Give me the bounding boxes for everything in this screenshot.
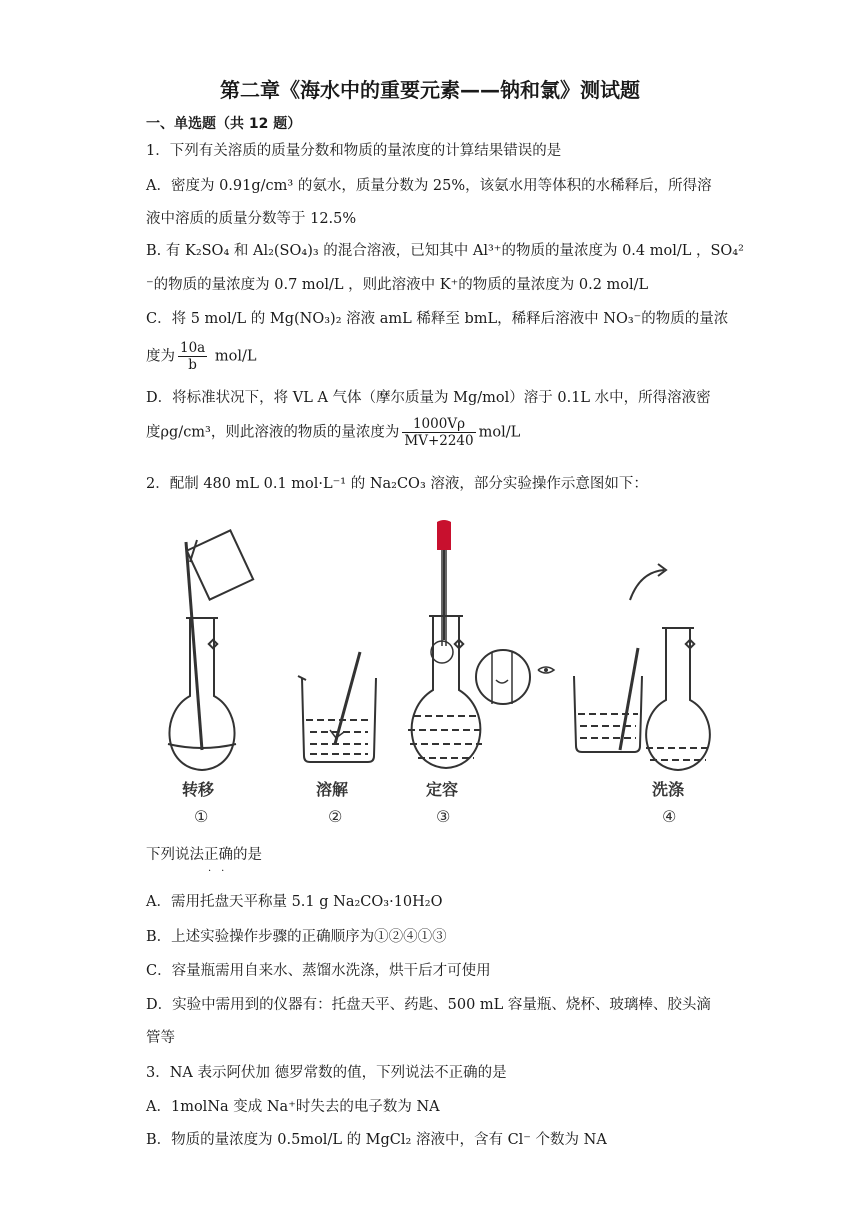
fraction-numerator: 1000Vρ	[402, 416, 475, 433]
q1-d-prefix: 度ρg/cm³，则此溶液的物质的量浓度为	[146, 424, 400, 441]
q2-option-d-line2: 管等	[146, 1030, 175, 1046]
q2-option-a: A．需用托盘天平称量 5.1 g Na₂CO₃·10H₂O	[146, 894, 443, 910]
q2-stem: 2．配制 480 mL 0.1 mol·L⁻¹ 的 Na₂CO₃ 溶液，部分实验操作示意图如下：	[146, 476, 648, 492]
q1-c-unit: mol/L	[214, 348, 257, 365]
q1-option-b-line2: ⁻的物质的量浓度为 0.7 mol/L ，则此溶液中 K⁺的物质的量浓度为 0.2 mol/L	[146, 277, 649, 293]
emphasis-dots: ··	[208, 866, 235, 877]
section-heading: 一、单选题（共 12 题）	[146, 116, 302, 132]
fraction-numerator: 10a	[180, 340, 206, 356]
fraction-denominator: b	[188, 357, 197, 374]
volumetric-flask-wash-icon	[630, 564, 710, 770]
q3-option-b: B．物质的量浓度为 0.5mol/L 的 MgCl₂ 溶液中，含有 Cl⁻ 个数为 NA	[146, 1132, 607, 1148]
fraction-denominator: MV+2240	[404, 433, 474, 450]
volumetric-flask-fill-icon	[408, 548, 554, 768]
dropper-icon	[437, 520, 451, 640]
q1-option-c-line2	[146, 340, 256, 373]
q1-option-c-line1: C．将 5 mol/L 的 Mg(NO₃)₂ 溶液 amL 稀释至 bmL，稀释后溶液中 NO₃⁻的物质的量浓	[146, 311, 729, 327]
q1-d-unit: mol/L	[478, 424, 521, 441]
q1-option-d-line2	[146, 416, 520, 449]
page-title: 第二章《海水中的重要元素——钠和氯》测试题	[220, 78, 640, 102]
volumetric-flask-transfer-icon	[168, 530, 253, 770]
q1-option-a-line2: 液中溶质的质量分数等于 12.5%	[146, 211, 357, 227]
q2-ask: 下列说法正确的是	[146, 847, 262, 863]
q3-stem: 3．NA 表示阿伏加 德罗常数的值，下列说法不正确的是	[146, 1065, 507, 1081]
beaker-wash-icon	[574, 648, 642, 752]
caption-fill: 定容	[426, 780, 459, 799]
beaker-dissolve-icon	[298, 652, 376, 762]
caption-dissolve: 溶解	[316, 780, 349, 799]
step-number-2: ②	[328, 807, 343, 826]
q1-stem: 1．下列有关溶质的质量分数和物质的量浓度的计算结果错误的是	[146, 143, 562, 159]
caption-transfer: 转移	[182, 780, 215, 799]
step-number-1: ①	[194, 807, 209, 826]
q1-option-d-line1: D．将标准状况下，将 VL A 气体（摩尔质量为 Mg/mol）溶于 0.1L 水中，所得溶液密	[146, 390, 711, 406]
q1-c-fraction	[178, 340, 207, 373]
q1-d-fraction	[402, 416, 475, 449]
step-number-3: ③	[436, 807, 451, 826]
q3-option-a: A．1molNa 变成 Na⁺时失去的电子数为 NA	[146, 1099, 440, 1115]
q1-c-prefix: 度为	[146, 348, 175, 365]
caption-wash: 洗涤	[652, 780, 685, 799]
q2-option-c: C．容量瓶需用自来水、蒸馏水洗涤，烘干后才可使用	[146, 963, 491, 979]
q2-option-b: B．上述实验操作步骤的正确顺序为①②④①③	[146, 929, 447, 945]
q2-option-d-line1: D．实验中需用到的仪器有：托盘天平、药匙、500 mL 容量瓶、烧杯、玻璃棒、胶头滴	[146, 997, 711, 1013]
lab-procedure-figure	[150, 520, 720, 830]
q1-option-a-line1: A．密度为 0.91g/cm³ 的氨水，质量分数为 25%，该氨水用等体积的水稀释后，所得溶	[146, 178, 712, 194]
q1-option-b-line1: B. 有 K₂SO₄ 和 Al₂(SO₄)₃ 的混合溶液，已知其中 Al³⁺的物质的量浓度为 0.4 mol/L ，SO₄²	[146, 243, 744, 259]
step-number-4: ④	[662, 807, 677, 826]
